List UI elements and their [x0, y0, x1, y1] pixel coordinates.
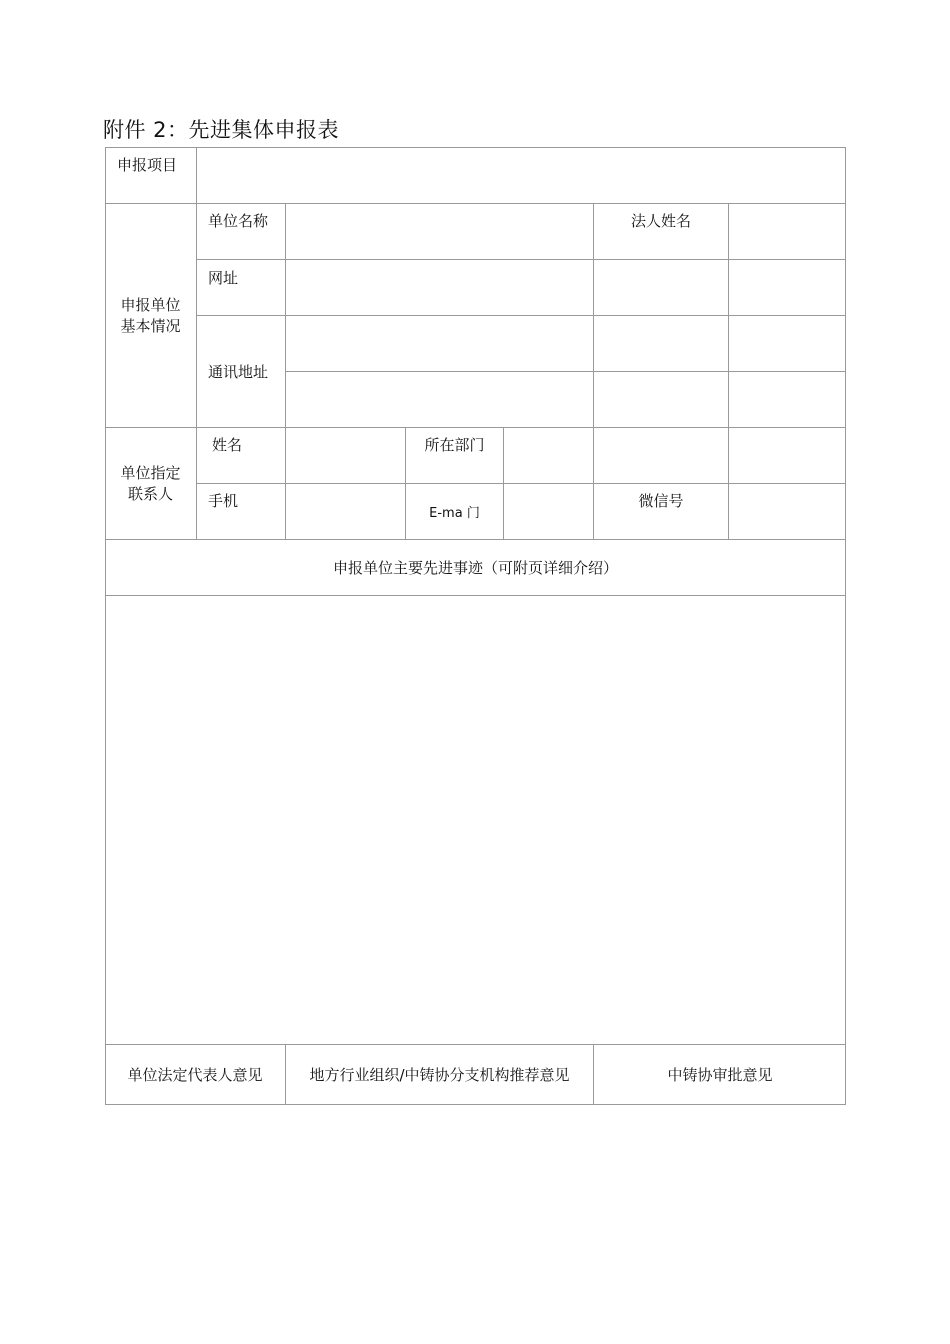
website-label: 网址 — [208, 269, 239, 287]
mobile-field[interactable] — [286, 484, 405, 539]
document-title: 附件 2：先进集体申报表 — [103, 118, 340, 142]
contact-name-label: 姓名 — [212, 436, 243, 454]
mobile-label: 手机 — [208, 492, 239, 510]
border-right — [845, 147, 846, 1105]
local-org-opinion-label: 地方行业组织/中铸协分支机构推荐意见 — [309, 1066, 570, 1084]
project-field[interactable] — [197, 148, 845, 203]
basic-info-label-line1: 申报单位 — [120, 296, 181, 314]
legal-person-label: 法人姓名 — [630, 212, 691, 230]
address-field-line1[interactable] — [286, 316, 593, 371]
contact-label-line1: 单位指定 — [120, 464, 181, 482]
address-label: 通讯地址 — [208, 363, 269, 381]
border-bottom — [105, 1104, 846, 1105]
email-field[interactable] — [504, 484, 593, 539]
divider — [105, 1044, 846, 1045]
unit-name-label: 单位名称 — [208, 212, 269, 230]
address-field-line2[interactable] — [286, 372, 593, 427]
department-label: 所在部门 — [424, 436, 485, 454]
deeds-heading: 申报单位主要先进事迹（可附页详细介绍） — [332, 559, 618, 577]
department-field[interactable] — [504, 428, 593, 483]
application-form — [105, 147, 846, 1105]
email-label: E-ma 门 — [429, 506, 480, 521]
association-opinion-label: 中铸协审批意见 — [667, 1066, 773, 1084]
project-label: 申报项目 — [117, 156, 178, 174]
website-field[interactable] — [286, 260, 593, 315]
contact-name-field[interactable] — [286, 428, 405, 483]
divider — [593, 203, 594, 539]
divider — [105, 539, 846, 540]
divider — [105, 427, 846, 428]
legal-person-field[interactable] — [729, 204, 845, 259]
wechat-label: 微信号 — [638, 492, 684, 510]
divider — [196, 147, 197, 539]
wechat-field[interactable] — [729, 484, 845, 539]
contact-section-label — [105, 463, 196, 505]
basic-info-section-label — [105, 295, 196, 337]
contact-label-line2: 联系人 — [127, 485, 173, 503]
deeds-textarea[interactable] — [106, 596, 845, 1044]
basic-info-label-line2: 基本情况 — [120, 317, 181, 335]
unit-name-field[interactable] — [286, 204, 593, 259]
legal-rep-opinion-label: 单位法定代表人意见 — [127, 1066, 263, 1084]
